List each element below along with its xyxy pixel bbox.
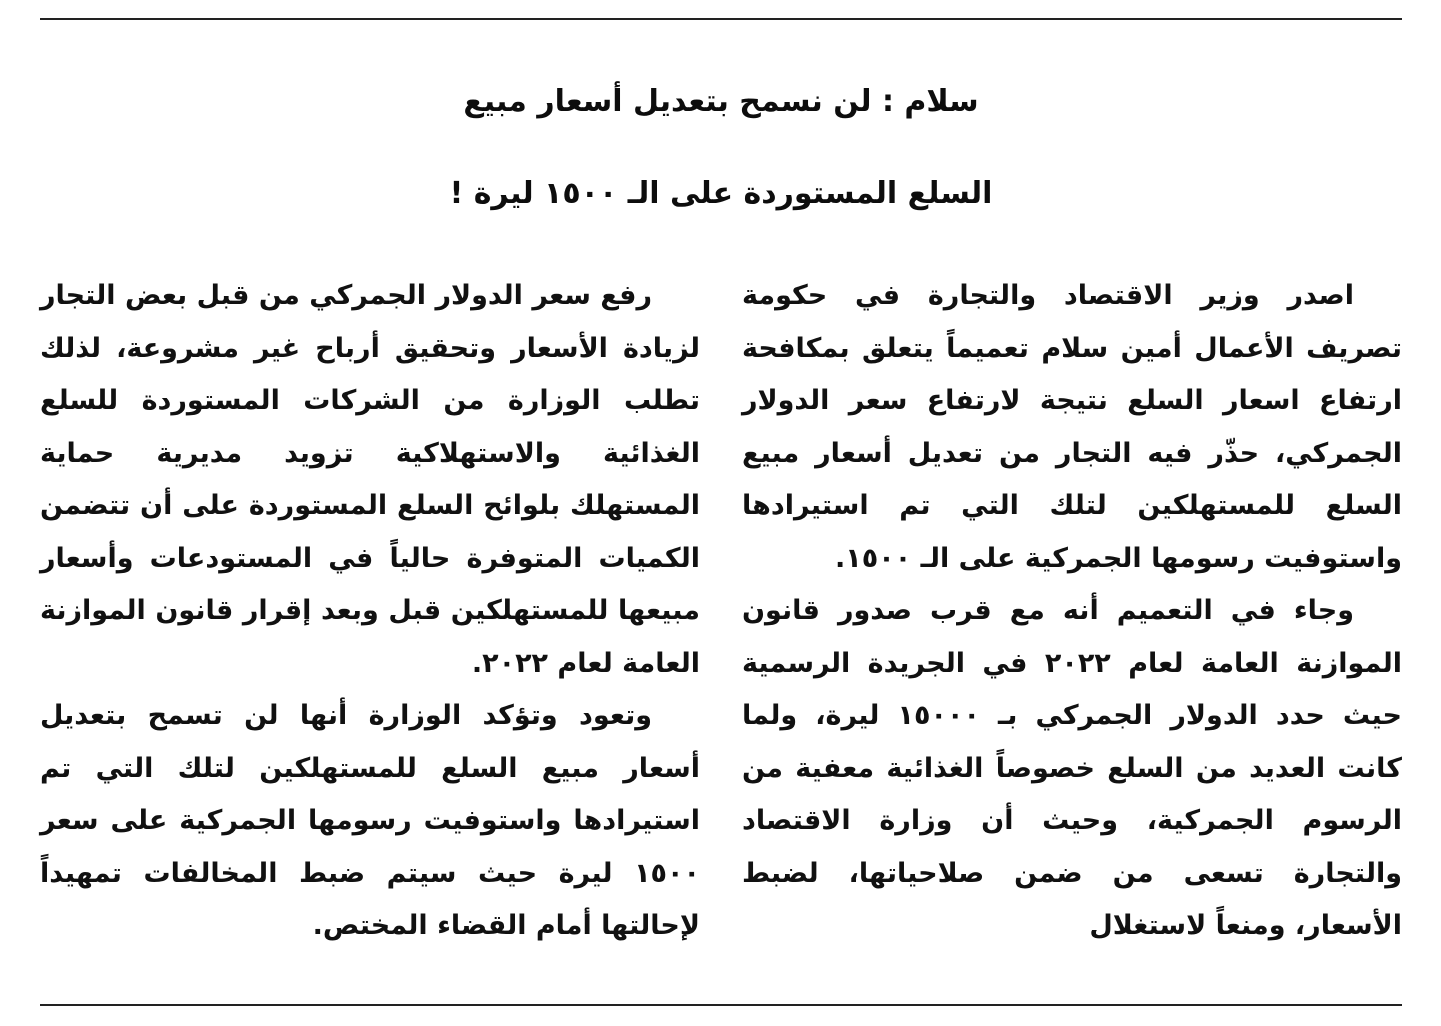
headline-line-1: سلام : لن نسمح بتعديل أسعار مبيع <box>463 84 979 119</box>
paragraph-right-2: وجاء في التعميم أنه مع قرب صدور قانون الموازنة العامة لعام ٢٠٢٢ في الجريدة الرسمية حيث حدد الدولار الجمركي بـ ١٥٠٠٠ ليرة، ولما كانت العديد من السلع خصوصاً الغذائية معفية من الرسوم الجمركية، وحيث أن وزارة الاقتصاد والتجارة تسعى من ضمن صلاحياتها، لضبط الأسعار، ومنعاً لاستغلال <box>742 595 1402 941</box>
headline-line-2: السلع المستوردة على الـ ١٥٠٠ ليرة ! <box>449 176 993 211</box>
article-column-right <box>742 270 1402 953</box>
bottom-rule <box>40 1004 1402 1006</box>
paragraph-left-2: وتعود وتؤكد الوزارة أنها لن تسمح بتعديل أسعار مبيع السلع للمستهلكين لتلك التي تم استيرادها واستوفيت رسومها الجمركية على سعر ١٥٠٠ ليرة حيث سيتم ضبط المخالفات تمهيداً لإحالتها أمام القضاء المختص. <box>40 700 700 941</box>
paragraph-right-1: اصدر وزير الاقتصاد والتجارة في حكومة تصريف الأعمال أمين سلام تعميماً يتعلق بمكافحة ارتفاع اسعار السلع نتيجة لارتفاع سعر الدولار الجمركي، حذّر فيه التجار من تعديل أسعار مبيع السلع للمستهلكين لتلك التي تم استيرادها واستوفيت رسومها الجمركية على الـ ١٥٠٠. <box>742 280 1402 574</box>
top-rule <box>40 18 1402 20</box>
headline <box>40 56 1402 240</box>
paragraph-left-1: رفع سعر الدولار الجمركي من قبل بعض التجار لزيادة الأسعار وتحقيق أرباح غير مشروعة، لذلك تطلب الوزارة من الشركات المستوردة للسلع الغذائية والاستهلاكية تزويد مديرية حماية المستهلك بلوائح السلع المستوردة على أن تتضمن الكميات المتوفرة حالياً في المستودعات وأسعار مبيعها للمستهلكين قبل وبعد إقرار قانون الموازنة العامة لعام ٢٠٢٢. <box>40 280 700 679</box>
article-column-left <box>40 270 700 953</box>
